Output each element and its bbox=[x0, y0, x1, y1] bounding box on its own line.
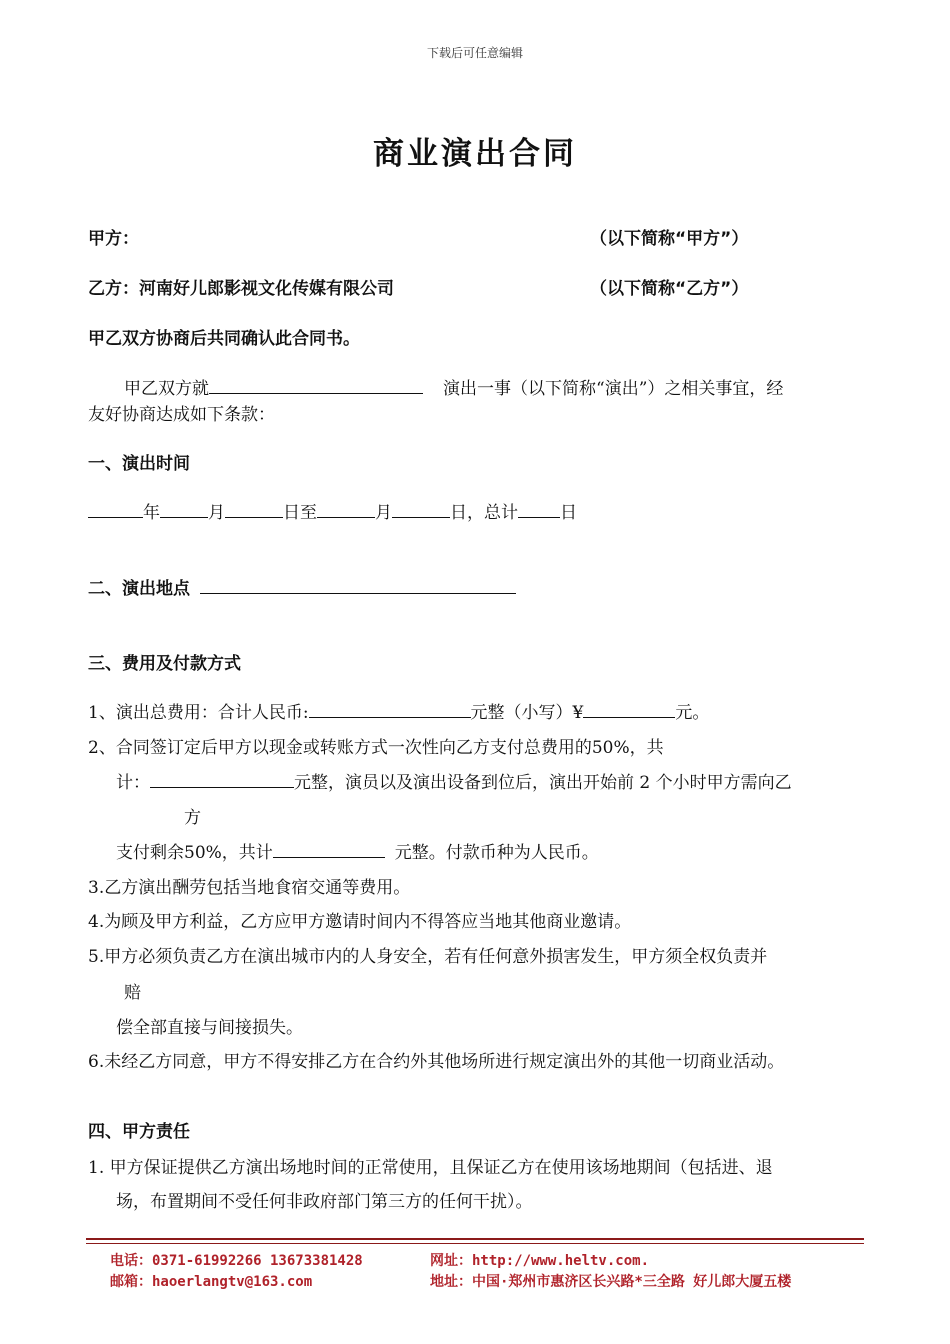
duty-a-item-1-line-1: 1. 甲方保证提供乙方演出场地时间的正常使用，且保证乙方在使用该场地期间（包括进、退 bbox=[88, 1158, 773, 1178]
total-amount-blank[interactable] bbox=[309, 700, 471, 718]
month-blank[interactable] bbox=[160, 500, 208, 518]
section-time-heading: 一、演出时间 bbox=[88, 454, 190, 474]
intro-line-2: 友好协商达成如下条款： bbox=[88, 405, 275, 425]
section-fees-heading: 三、费用及付款方式 bbox=[88, 654, 241, 674]
fees-item-2-line-2-b: 元整，演员以及演出设备到位后，演出开始前 2 个小时甲方需向乙 bbox=[294, 773, 792, 793]
fees-item-5-line-2: 赔 bbox=[124, 983, 141, 1003]
day-label: 日 bbox=[560, 503, 577, 523]
year-label: 年 bbox=[143, 503, 160, 523]
day-to-label: 日至 bbox=[283, 503, 317, 523]
fees-item-5-line-1: 5.甲方必须负责乙方在演出城市内的人身安全，若有任何意外损害发生，甲方须全权负责并 bbox=[88, 947, 768, 967]
month-label: 月 bbox=[208, 503, 225, 523]
fees-item-2-line-3: 方 bbox=[184, 808, 201, 828]
deposit-blank[interactable] bbox=[150, 770, 294, 788]
fees-item-1-c: 元。 bbox=[675, 703, 710, 723]
footer-phone: 电话：0371-61992266 13673381428 bbox=[110, 1253, 363, 1269]
party-b-alias: （以下简称“乙方”） bbox=[590, 279, 749, 299]
section-duty-a-heading: 四、甲方责任 bbox=[88, 1122, 190, 1142]
fees-item-2-line-4 bbox=[116, 838, 599, 863]
duty-a-item-1-line-2: 场，布置期间不受任何非政府部门第三方的任何干扰）。 bbox=[116, 1192, 533, 1212]
party-b-label: 乙方：河南好儿郎影视文化传媒有限公司 bbox=[88, 279, 394, 299]
place-blank[interactable] bbox=[200, 576, 516, 594]
intro-part-1: 甲乙双方就 bbox=[124, 379, 209, 399]
footer-email[interactable]: 邮箱：haoerlangtv@163.com bbox=[110, 1274, 313, 1290]
intro-part-2: 演出一事（以下简称“演出”）之相关事宜，经 bbox=[443, 379, 784, 399]
fees-item-3: 3.乙方演出酬劳包括当地食宿交通等费用。 bbox=[88, 878, 411, 898]
fees-item-1-b: 元整（小写）¥ bbox=[470, 703, 584, 723]
fees-item-2-line-4-b: 元整。付款币种为人民币。 bbox=[394, 843, 599, 863]
confirm-line: 甲乙双方协商后共同确认此合同书。 bbox=[88, 329, 360, 349]
fees-item-1-a: 1、演出总费用：合计人民币: bbox=[88, 703, 309, 723]
fees-item-2-line-2 bbox=[116, 768, 792, 793]
footer-divider-top bbox=[86, 1238, 864, 1240]
footer-address: 地址：中国·郑州市惠济区长兴路*三全路 好儿郎大厦五楼 bbox=[430, 1274, 792, 1290]
fees-item-2-line-4-a: 支付剩余50%，共计 bbox=[116, 843, 273, 863]
fees-item-6: 6.未经乙方同意，甲方不得安排乙方在合约外其他场所进行规定演出外的其他一切商业活动。 bbox=[88, 1052, 785, 1072]
fees-item-5-line-3: 偿全部直接与间接损失。 bbox=[116, 1018, 303, 1038]
day-total-label: 日，总计 bbox=[450, 503, 518, 523]
total-amount-small-blank[interactable] bbox=[583, 700, 675, 718]
remainder-blank[interactable] bbox=[273, 840, 385, 858]
party-a-alias: （以下简称“甲方”） bbox=[590, 229, 749, 249]
total-days-blank[interactable] bbox=[518, 500, 560, 518]
event-name-blank[interactable] bbox=[209, 376, 423, 394]
time-line bbox=[88, 498, 577, 523]
fees-item-4: 4.为顾及甲方利益，乙方应甲方邀请时间内不得答应当地其他商业邀请。 bbox=[88, 912, 632, 932]
fees-item-1 bbox=[88, 698, 709, 723]
year-blank[interactable] bbox=[88, 500, 143, 518]
day2-blank[interactable] bbox=[392, 500, 450, 518]
section-place-heading: 二、演出地点 bbox=[88, 579, 190, 599]
fees-item-2-line-1: 2、合同签订定后甲方以现金或转账方式一次性向乙方支付总费用的50%，共 bbox=[88, 738, 664, 758]
footer-website[interactable]: 网址：http://www.heltv.com. bbox=[430, 1253, 650, 1269]
month2-label: 月 bbox=[375, 503, 392, 523]
footer-divider-bottom bbox=[86, 1243, 864, 1244]
intro-line-1 bbox=[124, 374, 783, 399]
day-blank[interactable] bbox=[225, 500, 283, 518]
place-line bbox=[88, 574, 516, 599]
month2-blank[interactable] bbox=[317, 500, 375, 518]
party-a-label: 甲方： bbox=[88, 229, 139, 249]
page-title: 商业演出合同 bbox=[373, 136, 577, 172]
header-note: 下载后可任意编辑 bbox=[426, 46, 523, 60]
fees-item-2-line-2-a: 计： bbox=[116, 773, 150, 793]
